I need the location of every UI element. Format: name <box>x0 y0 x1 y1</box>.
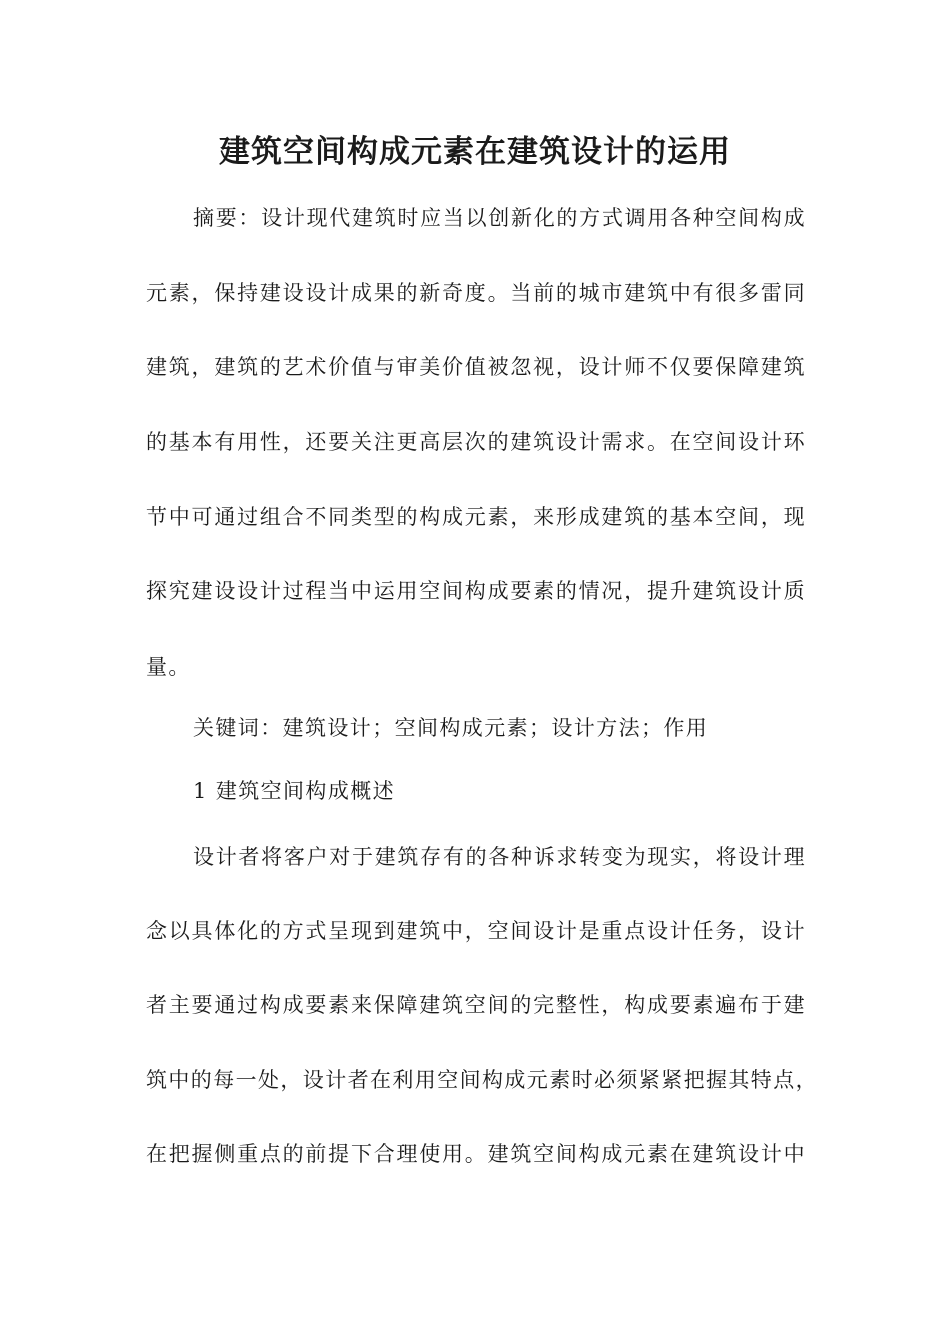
abstract-line: 量。 <box>146 655 191 679</box>
body-line: 者主要通过构成要素来保障建筑空间的完整性，构成要素遍布于建 <box>146 993 806 1017</box>
abstract-line: 元素，保持建设设计成果的新奇度。当前的城市建筑中有很多雷同 <box>146 281 806 305</box>
abstract-line: 建筑，建筑的艺术价值与审美价值被忽视，设计师不仅要保障建筑 <box>146 355 806 379</box>
document-title: 建筑空间构成元素在建筑设计的运用 <box>219 134 731 170</box>
keywords-line: 关键词：建筑设计；空间构成元素；设计方法；作用 <box>193 716 709 740</box>
section-heading: 1 建筑空间构成概述 <box>193 779 396 803</box>
abstract-line: 的基本有用性，还要关注更高层次的建筑设计需求。在空间设计环 <box>146 430 806 454</box>
abstract-line: 探究建设设计过程当中运用空间构成要素的情况，提升建筑设计质 <box>146 579 806 603</box>
abstract-line: 节中可通过组合不同类型的构成元素，来形成建筑的基本空间，现 <box>146 505 806 529</box>
abstract-line: 摘要：设计现代建筑时应当以创新化的方式调用各种空间构成 <box>193 206 806 230</box>
body-line: 筑中的每一处，设计者在利用空间构成元素时必须紧紧把握其特点， <box>146 1068 818 1092</box>
body-line: 在把握侧重点的前提下合理使用。建筑空间构成元素在建筑设计中 <box>146 1142 806 1166</box>
body-line: 设计者将客户对于建筑存有的各种诉求转变为现实，将设计理 <box>193 845 806 869</box>
body-line: 念以具体化的方式呈现到建筑中，空间设计是重点设计任务，设计 <box>146 919 806 943</box>
